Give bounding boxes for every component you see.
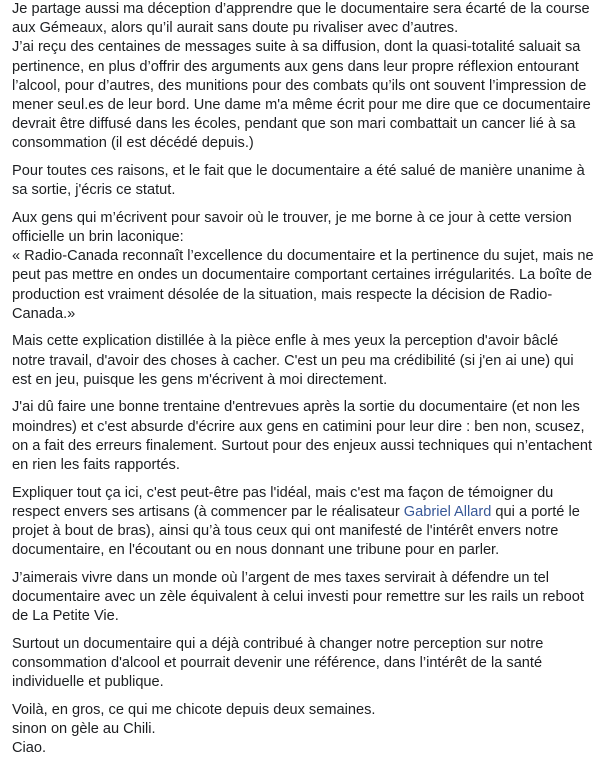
post-text-where-to-find: Aux gens qui m’écrivent pour savoir où le trouver, je me borne à ce jour à cette version officielle un brin laconique: [12,209,572,246]
post-text-messages: J’ai reçu des centaines de messages suite à sa diffusion, dont la quasi-totalité saluait sa pertinence, en plus d’offrir des arguments aux gens dans leur propre réflexion entourant l’alcool, pour d’autres, des munitions pour des combats qu’ils ont souvent l’impression de mener seul.es de leur bord. Une dame m'a même écrit pour me dire que ce documentaire devrait être diffusé dans les écoles, pendant que son mari combattait un cancer lié à sa consommation (il est décédé depuis.) [12,39,591,152]
post-paragraph-2: Pour toutes ces raisons, et le fait que le documentaire a été salué de manière unanime à sa sortie, j'écris ce statut. [12,163,585,199]
post-text-geminis: Je partage aussi ma déception d’apprendre que le documentaire sera écarté de la course aux Gémeaux, alors qu’il aurait sans doute pu rivaliser avec d’autres. [12,1,590,37]
post-paragraph-7: J’aimerais vivre dans un monde où l’argent de mes taxes servirait à défendre un tel documentaire avec un zèle équivalent à celui investi pour remettre sur les rails un reboot de La Petite Vie. [12,569,584,625]
post-paragraph-6 [12,484,594,561]
post-text-closing: Voilà, en gros, ce qui me chicote depuis deux semaines. [12,701,376,718]
post-quote-radio-canada: « Radio-Canada reconnaît l’excellence du documentaire et la pertinence du sujet, mais ne peut pas mettre en ondes un documentaire comportant certaines irrégularités. La boîte de production est vraiment désolée de la situation, mais respecte la décision de Radio-Canada.» [12,248,594,322]
post-text-before-mention: Expliquer tout ça ici, c'est peut-être pas l'idéal, mais c'est ma façon de témoigner du respect envers ses artisans (à commencer par le réalisateur [12,484,554,520]
post-paragraph-9 [12,701,594,758]
post-paragraph-5: J'ai dû faire une bonne trentaine d'entrevues après la sortie du documentaire (et non les moindres) et c'est absurde d'écrire aux gens en catimini pour leur dire : ben non, scusez, on a fait des erreurs finalement. Surtout pour des enjeux aussi techniques qui n’entachent en rien les faits rapportés. [12,399,593,474]
post-text-ciao: Ciao. [12,740,47,757]
post-text-after-mention: qui a porté le projet à bout de bras), ainsi qu’à tous ceux qui ont manifesté de l'intérêt envers notre documentaire, en l'écoutant ou en nous donnant une tribune pour en parler. [12,503,580,559]
post-text-chili: sinon on gèle au Chili. [12,721,156,738]
post-paragraph-1 [12,0,594,154]
post-paragraph-3 [12,209,594,324]
post-paragraph-4: Mais cette explication distillée à la pièce enfle à mes yeux la perception d'avoir bâclé notre travail, d'avoir des choses à cacher. C'est un peu ma crédibilité (si j'en ai une) qui est en jeu, puisque les gens m'écrivent à moi directement. [12,333,574,388]
mention-link-gabriel-allard[interactable]: Gabriel Allard [403,503,492,520]
post-paragraph-8: Surtout un documentaire qui a déjà contribué à changer notre perception sur notre consommation d'alcool et pourrait devenir une référence, dans l’intérêt de la santé individuelle et publique. [12,635,544,691]
